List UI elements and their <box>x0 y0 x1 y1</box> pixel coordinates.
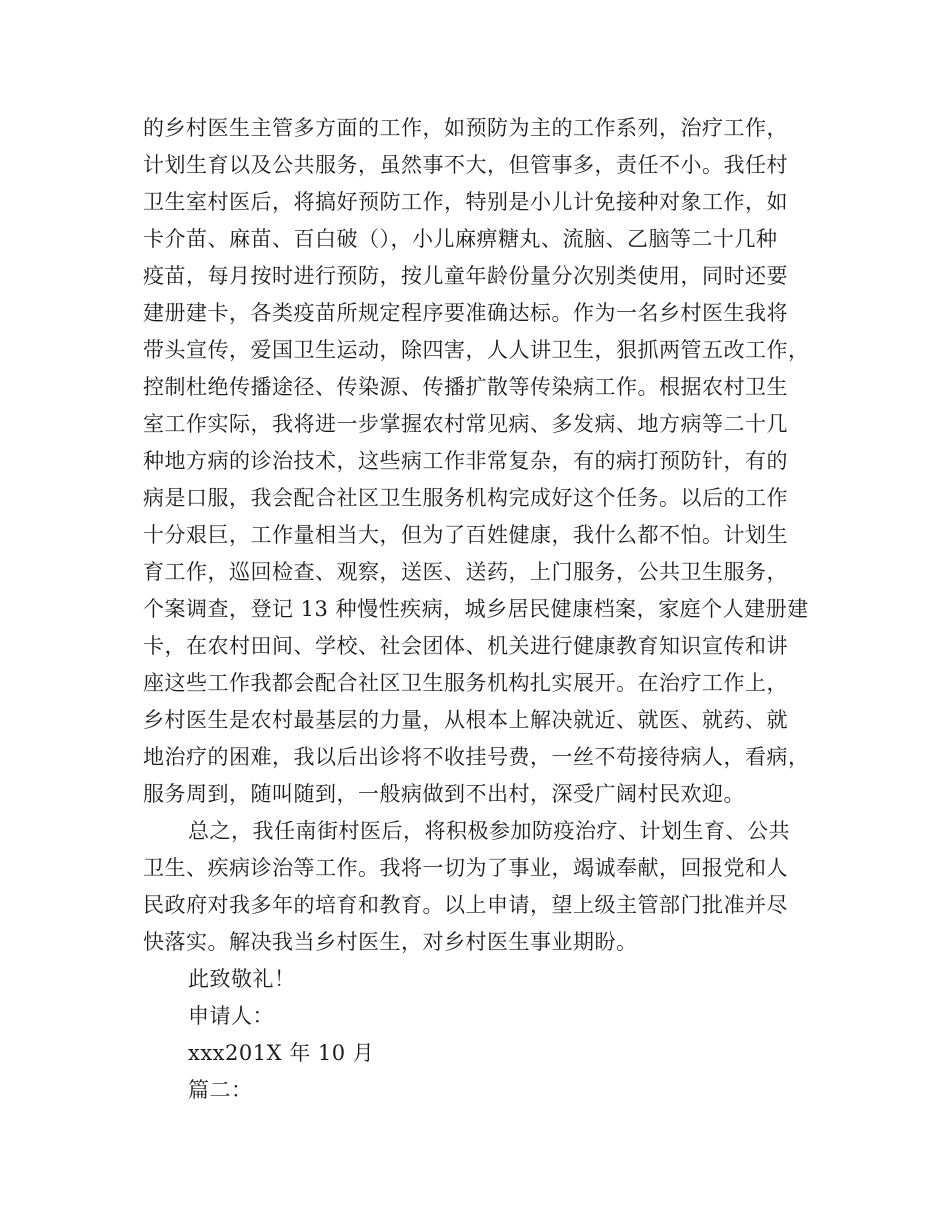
text-line: 建册建卡，各类疫苗所规定程序要准确达标。作为一名乡村医生我将 <box>143 301 788 325</box>
text-line: 卡，在农村田间、学校、社会团体、机关进行健康教育知识宣传和讲 <box>143 634 788 658</box>
date-line: xxx201X 年 10 月 <box>188 1041 375 1065</box>
text-line: 病是口服，我会配合社区卫生服务机构完成好这个任务。以后的工作 <box>143 486 788 510</box>
text-line: 服务周到，随叫随到，一般病做到不出村，深受广阔村民欢迎。 <box>143 782 745 806</box>
text-line: 个案调查，登记 13 种慢性疾病，城乡居民健康档案，家庭个人建册建 <box>143 597 809 621</box>
text-line: 疫苗，每月按时进行预防，按儿童年龄份量分次别类使用，同时还要 <box>143 264 788 288</box>
applicant-label: 申请人： <box>188 1004 274 1028</box>
text-line: 快落实。解决我当乡村医生，对乡村医生事业期盼。 <box>143 930 638 954</box>
text-line: 地治疗的困难，我以后出诊将不收挂号费，一丝不苟接待病人，看病， <box>143 745 810 769</box>
text-line: 种地方病的诊治技术，这些病工作非常复杂，有的病打预防针，有的 <box>143 449 788 473</box>
text-line: 带头宣传，爱国卫生运动，除四害，人人讲卫生，狠抓两管五改工作， <box>143 338 810 362</box>
closing-salutation: 此致敬礼！ <box>188 967 296 991</box>
text-line: 育工作，巡回检查、观察，送医、送药，上门服务，公共卫生服务， <box>143 560 788 584</box>
text-line: 计划生育以及公共服务，虽然事不大，但管事多，责任不小。我任村 <box>143 153 788 177</box>
text-line: 座这些工作我都会配合社区卫生服务机构扎实展开。在治疗工作上， <box>143 671 788 695</box>
text-line: 卫生室村医后，将搞好预防工作，特别是小儿计免接种对象工作，如 <box>143 190 788 214</box>
text-line: 卡介苗、麻苗、百白破（），小儿麻痹糖丸、流脑、乙脑等二十几种 <box>143 227 778 251</box>
text-line: 总之，我任南街村医后，将积极参加防疫治疗、计划生育、公共 <box>188 819 790 843</box>
text-line: 民政府对我多年的培育和教育。以上申请，望上级主管部门批准并尽 <box>143 893 788 917</box>
text-line: 室工作实际，我将进一步掌握农村常见病、多发病、地方病等二十几 <box>143 412 788 436</box>
text-line: 卫生、疾病诊治等工作。我将一切为了事业，竭诚奉献，回报党和人 <box>143 856 788 880</box>
text-line: 十分艰巨，工作量相当大，但为了百姓健康，我什么都不怕。计划生 <box>143 523 788 547</box>
text-line: 控制杜绝传播途径、传染源、传播扩散等传染病工作。根据农村卫生 <box>143 375 788 399</box>
text-line: 乡村医生是农村最基层的力量，从根本上解决就近、就医、就药、就 <box>143 708 788 732</box>
text-line: 的乡村医生主管多方面的工作，如预防为主的工作系列，治疗工作， <box>143 116 788 140</box>
section-label: 篇二： <box>188 1078 253 1102</box>
